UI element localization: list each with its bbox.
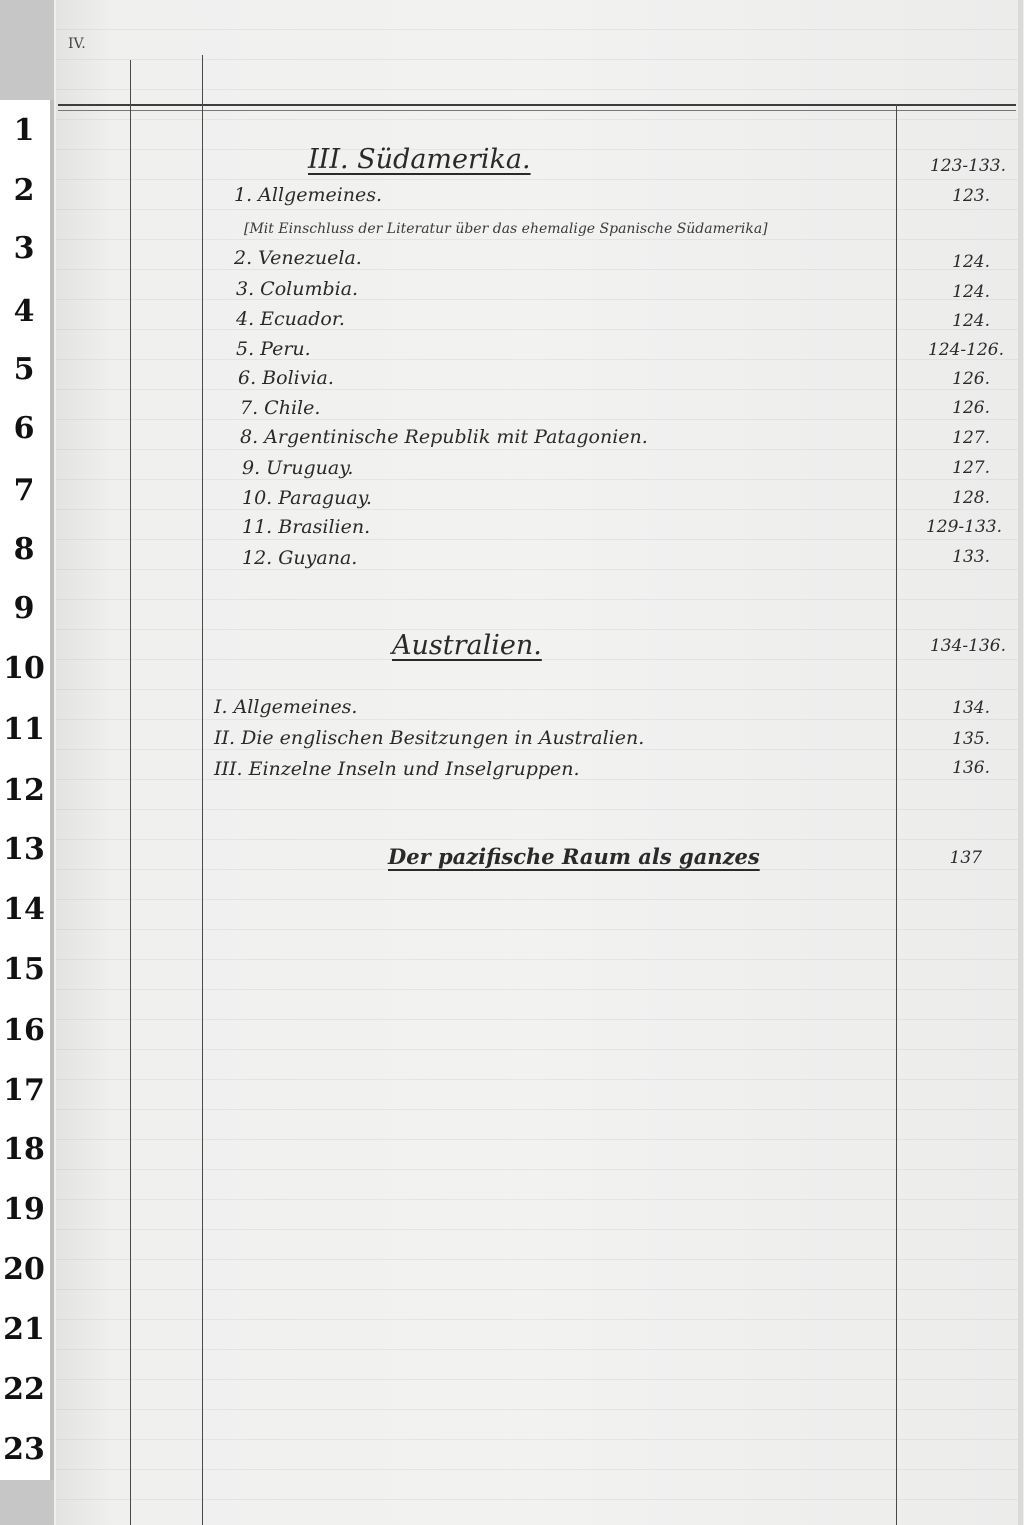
line-number: 1 [13,113,35,148]
line-number: 9 [13,591,35,626]
toc-entry-pages: 124-126. [927,340,1004,360]
toc-entry-pages: 123. [952,186,990,206]
ledger-paper [56,0,1023,1525]
toc-entry: 7. Chile. [240,397,321,419]
toc-entry-pages: 134. [952,698,990,718]
line-number: 10 [3,651,45,686]
line-number: 17 [3,1073,45,1108]
gutter-top-bar [0,0,54,100]
line-number: 4 [13,294,35,329]
toc-entry: 4. Ecuador. [236,308,345,330]
section-heading-pacific: Der pazifische Raum als ganzes [388,844,760,869]
line-number: 2 [13,173,35,208]
toc-entry-pages: 127. [952,428,990,448]
toc-entry: 11. Brasilien. [242,516,371,538]
line-number: 5 [13,352,35,387]
toc-entry-pages: 126. [952,369,990,389]
line-number: 15 [3,952,45,987]
line-number: 12 [3,773,45,808]
toc-entry: 9. Uruguay. [242,457,354,479]
toc-entry: II. Die englischen Besitzungen in Australien. [214,727,645,749]
line-number: 7 [13,473,35,508]
line-number: 6 [13,411,35,446]
toc-entry-pages: 128. [952,488,990,508]
line-number: 22 [3,1372,45,1407]
toc-entry-pages: 135. [952,729,990,749]
line-number: 11 [3,712,45,747]
toc-entry-pages: 124. [952,252,990,272]
toc-entry: 3. Columbia. [236,278,359,300]
line-number: 16 [3,1013,45,1048]
line-number: 13 [3,832,45,867]
toc-entry: 12. Guyana. [242,547,358,569]
section-heading-australia: Australien. [392,630,542,661]
section-heading-south-america: III. Südamerika. [308,144,531,175]
toc-entry: III. Einzelne Inseln und Inselgruppen. [214,758,580,780]
toc-entry-pages: 136. [952,758,990,778]
toc-entry-pages: 127. [952,458,990,478]
toc-entry-pages: 126. [952,398,990,418]
line-number: 3 [13,231,35,266]
column-rule-2 [202,55,203,1525]
line-number: 19 [3,1192,45,1227]
line-number: 14 [3,892,45,927]
toc-entry-note: [Mit Einschluss der Literatur über das ehemalige Spanische Südamerika] [244,221,768,237]
toc-entry: 1. Allgemeines. [234,184,383,206]
toc-entry-pages: 124. [952,282,990,302]
line-number: 23 [3,1432,45,1467]
gutter-bottom-bar [0,1480,54,1525]
page-mark: IV. [68,36,86,52]
line-number-gutter [0,100,54,1480]
section-pages-pacific: 137 [949,848,982,868]
toc-entry: 5. Peru. [236,338,311,360]
toc-entry: 10. Paraguay. [242,487,372,509]
toc-entry: I. Allgemeines. [214,696,358,718]
line-number: 8 [13,532,35,567]
toc-entry-pages: 124. [952,311,990,331]
section-pages-australia: 134-136. [929,636,1006,656]
line-number: 21 [3,1312,45,1347]
line-number: 20 [3,1252,45,1287]
toc-entry-pages: 133. [952,547,990,567]
toc-entry: 8. Argentinische Republik mit Patagonien. [240,426,648,448]
line-number: 18 [3,1132,45,1167]
toc-entry: 6. Bolivia. [238,367,334,389]
toc-entry: 2. Venezuela. [234,247,362,269]
section-pages-south-america: 123-133. [929,156,1006,176]
toc-entry-pages: 129-133. [925,517,1002,537]
column-rule-1 [130,60,131,1525]
